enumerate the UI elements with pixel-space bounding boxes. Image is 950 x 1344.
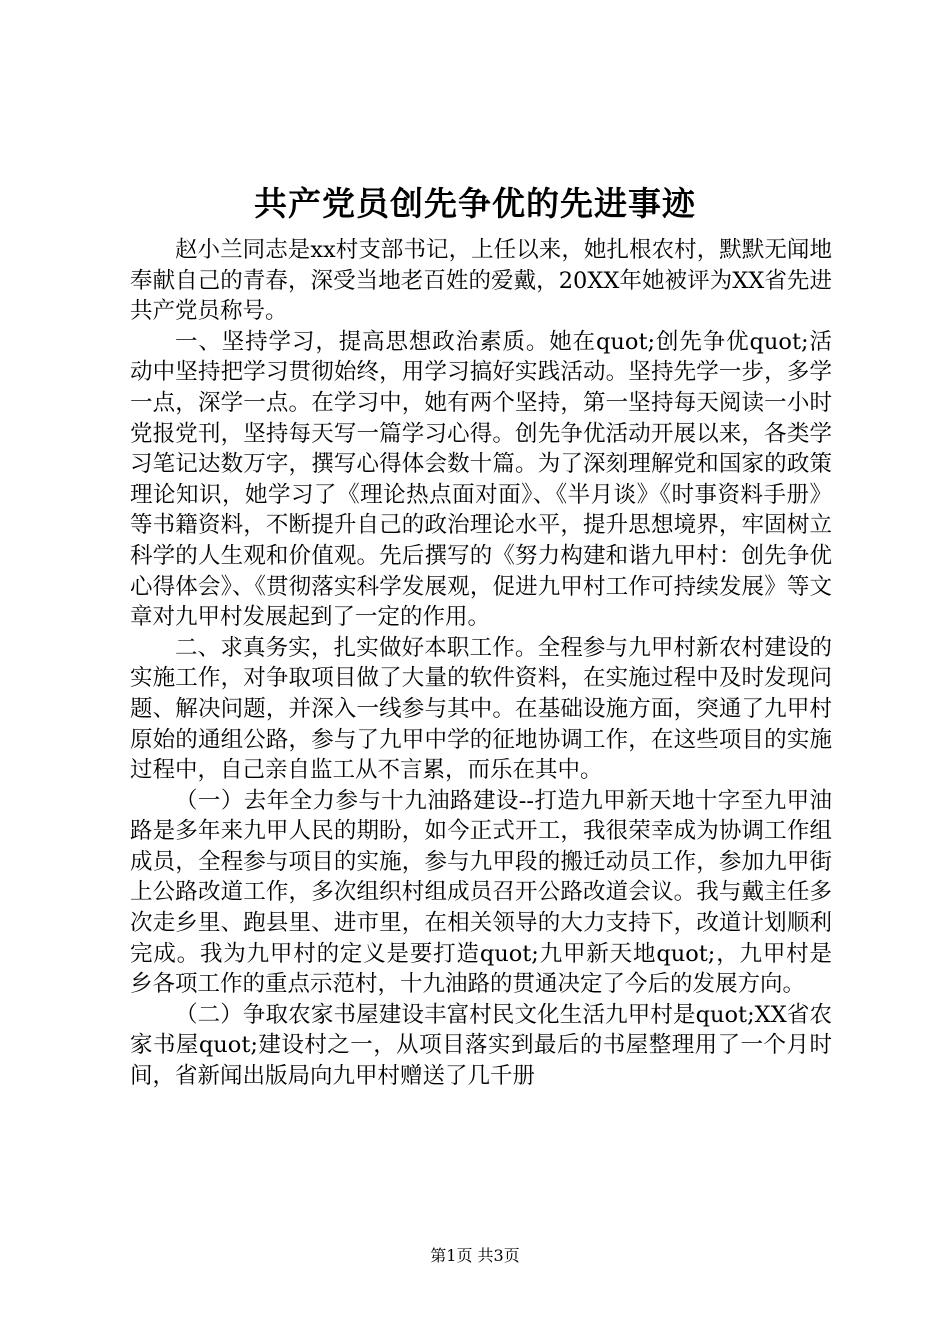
page-title: 共产党员创先争优的先进事迹 (254, 184, 696, 223)
document-body (130, 235, 832, 1092)
paragraph-section-1: 一、坚持学习，提高思想政治素质。她在quot;创先争优quot;活动中坚持把学习贯彻始终，用学习搞好实践活动。坚持先学一步，多学一点，深学一点。在学习中，她有两个坚持，第一坚持每天阅读一小时党报党刊，坚持每天写一篇学习心得。创先争优活动开展以来，各类学习笔记达数万字，撰写心得体会数十篇。为了深刻理解党和国家的政策理论知识，她学习了《理论热点面对面》、《半月谈》《时事资料手册》等书籍资料，不断提升自己的政治理论水平，提升思想境界，牢固树立科学的人生观和价值观。先后撰写的《努力构建和谐九甲村：创先争优心得体会》、《贯彻落实科学发展观，促进九甲村工作可持续发展》等文章对九甲村发展起到了一定的作用。 (130, 328, 832, 631)
paragraph-subsection-1: （一）去年全力参与十九油路建设--打造九甲新天地十字至九甲油路是多年来九甲人民的期盼，如今正式开工，我很荣幸成为协调工作组成员，全程参与项目的实施，参与九甲段的搬迁动员工作，参加九甲街上公路改道工作，多次组织村组成员召开公路改道会议。我与戴主任多次走乡里、跑县里、进市里，在相关领导的大力支持下，改道计划顺利完成。我为九甲村的定义是要打造quot;九甲新天地quot;，九甲村是乡各项工作的重点示范村，十九油路的贯通决定了今后的发展方向。 (130, 787, 832, 998)
paragraph-section-2: 二、求真务实，扎实做好本职工作。全程参与九甲村新农村建设的实施工作，对争取项目做了大量的软件资料，在实施过程中及时发现问题、解决问题，并深入一线参与其中。在基础设施方面，突通了九甲村原始的通组公路，参与了九甲中学的征地协调工作，在这些项目的实施过程中，自己亲自监工从不言累，而乐在其中。 (130, 634, 832, 784)
page-number-footer: 第1页 共3页 (430, 1246, 520, 1265)
paragraph-intro: 赵小兰同志是xx村支部书记，上任以来，她扎根农村，默默无闻地奉献自己的青春，深受当地老百姓的爱戴，20XX年她被评为XX省先进共产党员称号。 (130, 237, 832, 325)
paragraph-subsection-2: （二）争取农家书屋建设丰富村民文化生活九甲村是quot;XX省农家书屋quot;建设村之一，从项目落实到最后的书屋整理用了一个月时间，省新闻出版局向九甲村赠送了几千册 (130, 1001, 832, 1090)
